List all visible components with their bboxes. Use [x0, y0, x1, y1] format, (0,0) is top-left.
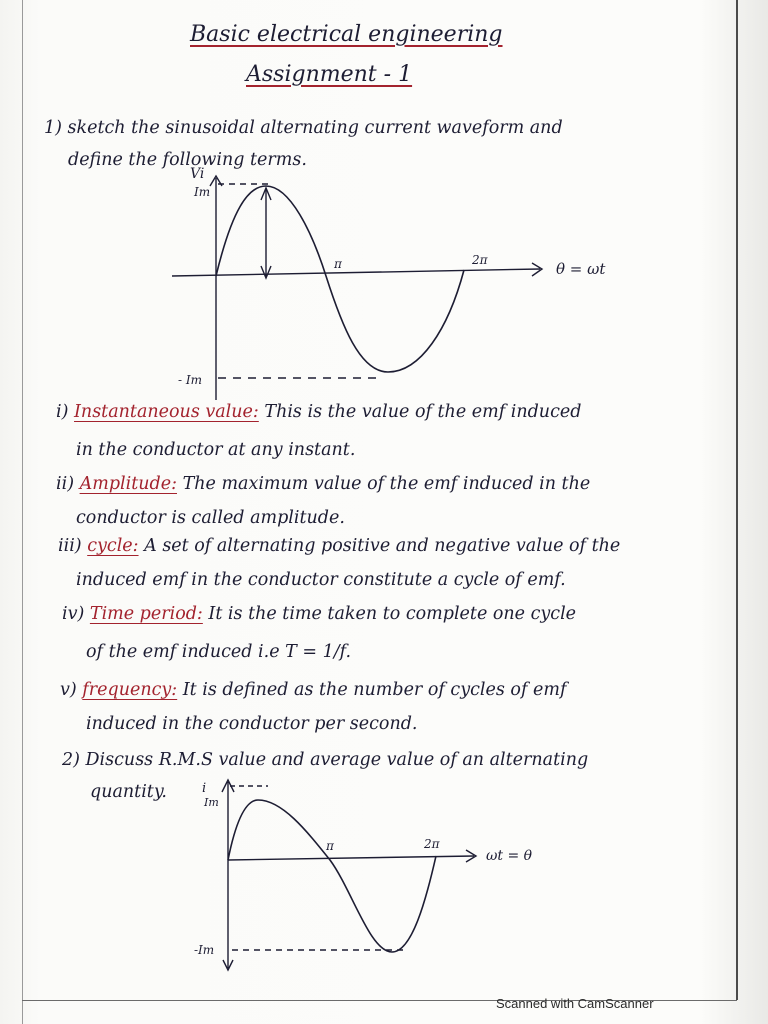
definition-3-number: iii) — [58, 536, 82, 556]
definition-3-term: cycle: — [87, 536, 139, 556]
graph-2-pi-label: π — [326, 839, 334, 853]
definition-1-number: i) — [56, 402, 69, 422]
question-1-line-1: 1) sketch the sinusoidal alternating current waveform and — [44, 118, 563, 138]
definition-5-number: v) — [60, 680, 77, 700]
graph-1-x-label: θ = ωt — [556, 260, 606, 278]
definition-5-text: It is defined as the number of cycles of emf — [182, 680, 567, 700]
definition-1-term: Instantaneous value: — [74, 402, 259, 422]
graph-2-y-label: i — [202, 781, 207, 796]
definition-4-line-2: of the emf induced i.e T = 1/f. — [86, 642, 352, 662]
definition-2-number: ii) — [56, 474, 75, 494]
definition-4-term: Time period: — [89, 604, 203, 624]
graph-1-2pi-label: 2π — [472, 253, 488, 267]
graph-1-im-label: Im — [194, 185, 211, 199]
graph-2-sine-curve — [228, 800, 436, 952]
graph-1-y-label: Vi — [190, 166, 205, 182]
definition-2-text: The maximum value of the emf induced in the — [182, 474, 591, 494]
question-1-line-2: define the following terms. — [68, 150, 307, 170]
definition-4-number: iv) — [62, 604, 85, 624]
definition-5-term: frequency: — [82, 680, 178, 700]
definition-2-term: Amplitude: — [79, 474, 177, 494]
page-title: Basic electrical engineering — [190, 22, 503, 47]
question-2-line-1: 2) Discuss R.M.S value and average value of an alternating — [62, 750, 589, 770]
camscanner-watermark: Scanned with CamScanner — [496, 996, 654, 1011]
graph-1-neg-im-label: - Im — [178, 373, 202, 387]
graph-2-im-label: Im — [204, 796, 219, 809]
graph-2-neg-im-label: -Im — [194, 943, 215, 957]
graph-2-x-axis — [228, 856, 474, 860]
definition-3-text: A set of alternating positive and negative value of the — [144, 536, 621, 556]
definition-5-line-2: induced in the conductor per second. — [86, 714, 418, 734]
definition-2-line-2: conductor is called amplitude. — [76, 508, 345, 528]
graph-2-2pi-label: 2π — [424, 837, 440, 851]
graph-2-x-label: ωt = θ — [486, 848, 533, 864]
definition-3-line-2: induced emf in the conductor constitute a cycle of emf. — [76, 570, 566, 590]
question-2-line-2: quantity. — [90, 782, 167, 802]
assignment-heading: Assignment - 1 — [246, 62, 413, 87]
definition-4-text: It is the time taken to complete one cycle — [208, 604, 577, 624]
graph-1-pi-label: π — [334, 257, 342, 271]
definition-1-text: This is the value of the emf induced — [264, 402, 582, 422]
definition-1-line-2: in the conductor at any instant. — [76, 440, 356, 460]
